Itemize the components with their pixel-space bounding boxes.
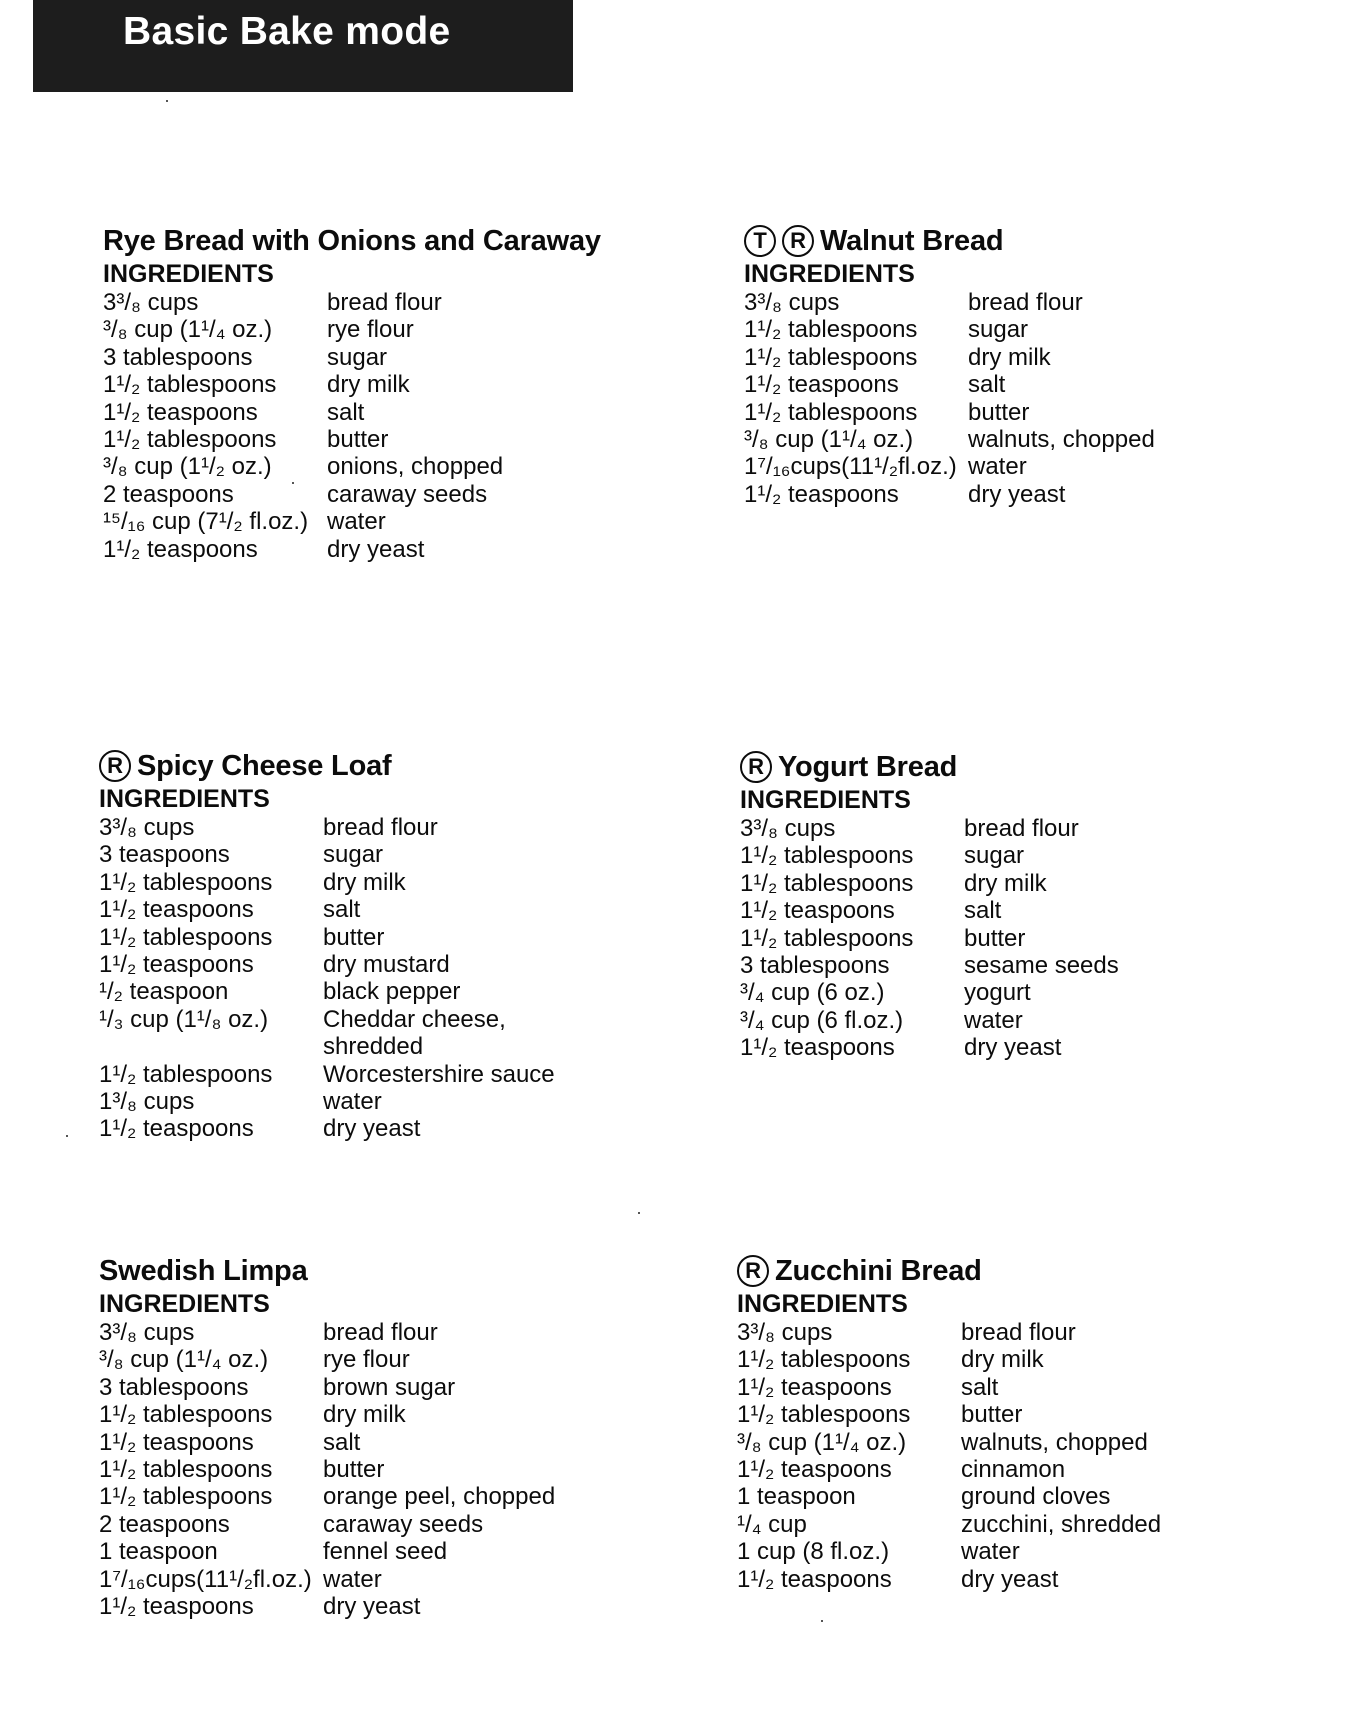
ingredient-quantity: ¹/₃ cup (1¹/₈ oz.) (99, 1005, 269, 1033)
ingredient-row (744, 344, 1304, 371)
ingredient-quantity: 1¹/₂ tablespoons (744, 398, 918, 426)
ingredient-row (103, 453, 663, 480)
ingredient-row (737, 1346, 1297, 1373)
ingredient-list (740, 815, 1300, 1062)
ingredient-row (737, 1401, 1297, 1428)
ingredient-row (99, 924, 659, 951)
ingredient-name: caraway seeds (327, 480, 488, 508)
ingredient-row (744, 399, 1304, 426)
ingredient-quantity: 3³/₈ cups (740, 815, 836, 842)
ingredient-row (737, 1483, 1297, 1510)
recipe-swedish-limpa (99, 1254, 659, 1620)
ingredient-name: water (323, 1565, 382, 1593)
ingredients-heading: INGREDIENTS (103, 260, 274, 288)
recipe-title (99, 1254, 659, 1288)
ingredient-list (744, 289, 1304, 508)
ingredient-row (103, 536, 663, 563)
ingredient-name: dry milk (327, 371, 410, 399)
ingredient-quantity: 3 teaspoons (99, 841, 230, 869)
ingredient-name: cinnamon (961, 1456, 1066, 1484)
recipe-title (740, 750, 1300, 784)
ingredient-name: salt (323, 1428, 361, 1456)
ingredient-row (99, 1374, 659, 1401)
rapid-badge-icon: R (99, 750, 131, 782)
ingredient-quantity: 1³/₈ cups (99, 1088, 195, 1116)
ingredient-row (99, 1088, 659, 1115)
ingredient-quantity: 1¹/₂ teaspoons (744, 480, 899, 508)
ingredient-row (737, 1456, 1297, 1483)
ingredient-name: salt (968, 371, 1006, 399)
ingredient-quantity: 1¹/₂ teaspoons (737, 1456, 892, 1484)
scan-speck (166, 100, 168, 102)
ingredient-name: dry yeast (961, 1565, 1059, 1593)
ingredient-row (740, 1034, 1300, 1061)
ingredient-quantity: 3³/₈ cups (744, 289, 840, 316)
recipe-walnut-bread (744, 224, 1304, 508)
ingredient-quantity: 3 tablespoons (740, 952, 890, 980)
ingredient-row (99, 1401, 659, 1428)
ingredient-quantity: 1¹/₂ teaspoons (103, 535, 258, 563)
ingredient-quantity: 1¹/₂ teaspoons (740, 1034, 895, 1062)
ingredient-quantity: 1¹/₂ teaspoons (740, 897, 895, 925)
ingredient-name: rye flour (323, 1346, 410, 1374)
ingredient-quantity: 3³/₈ cups (103, 289, 199, 316)
ingredient-row (744, 289, 1304, 316)
ingredient-quantity: 1 teaspoon (99, 1538, 218, 1566)
ingredient-quantity: 1¹/₂ tablespoons (99, 1483, 273, 1511)
ingredient-row (744, 453, 1304, 480)
ingredient-quantity: 1¹/₂ tablespoons (99, 1401, 273, 1429)
ingredient-quantity: 1¹/₂ tablespoons (740, 924, 914, 952)
recipe-title-text: Yogurt Bread (778, 751, 958, 783)
ingredient-quantity: ³/₈ cup (1¹/₄ oz.) (744, 426, 914, 454)
ingredient-quantity: 1¹/₂ tablespoons (103, 426, 277, 454)
ingredients-heading: INGREDIENTS (740, 786, 911, 814)
ingredient-row (103, 426, 663, 453)
ingredient-name: sugar (968, 316, 1029, 344)
ingredient-name: dry yeast (323, 1115, 421, 1143)
ingredient-name: dry yeast (964, 1034, 1062, 1062)
ingredient-quantity: 1¹/₂ teaspoons (99, 896, 254, 924)
ingredient-name: sugar (964, 842, 1025, 870)
scan-speck (821, 1620, 823, 1622)
ingredient-name: salt (323, 896, 361, 924)
ingredient-name: fennel seed (323, 1538, 448, 1566)
ingredient-quantity: 1¹/₂ teaspoons (744, 371, 899, 399)
ingredient-quantity: 1¹/₂ tablespoons (737, 1346, 911, 1374)
ingredient-quantity: 1¹/₂ tablespoons (99, 923, 273, 951)
ingredient-row (740, 925, 1300, 952)
ingredient-quantity: ³/₈ cup (1¹/₄ oz.) (99, 1346, 269, 1374)
ingredient-row (744, 426, 1304, 453)
ingredient-name: dry yeast (968, 480, 1066, 508)
ingredient-quantity: 1¹/₂ teaspoons (737, 1373, 892, 1401)
ingredient-list (737, 1319, 1297, 1593)
ingredient-row (99, 1538, 659, 1565)
ingredient-quantity: 1¹/₂ teaspoons (99, 1115, 254, 1143)
ingredient-row (99, 896, 659, 923)
ingredient-row (103, 316, 663, 343)
ingredient-quantity: 1¹/₂ tablespoons (103, 371, 277, 399)
ingredient-quantity: 1¹/₂ tablespoons (744, 316, 918, 344)
ingredient-row (737, 1538, 1297, 1565)
ingredient-row (740, 897, 1300, 924)
ingredients-heading: INGREDIENTS (99, 785, 270, 813)
ingredient-name: butter (327, 426, 389, 454)
section-banner (33, 0, 573, 92)
ingredient-quantity: ¹/₄ cup (737, 1510, 807, 1538)
ingredient-quantity: 3 tablespoons (99, 1373, 249, 1401)
ingredient-row (740, 842, 1300, 869)
scan-speck (292, 482, 294, 484)
ingredient-name: water (323, 1088, 382, 1116)
ingredient-name: orange peel, chopped (323, 1483, 556, 1511)
ingredient-name: water (964, 1006, 1023, 1034)
ingredient-name: rye flour (327, 316, 414, 344)
ingredient-list (103, 289, 663, 563)
ingredient-quantity: 1¹/₂ teaspoons (99, 951, 254, 979)
recipe-rye-bread (103, 224, 663, 563)
ingredient-name: butter (323, 1456, 385, 1484)
ingredient-row (99, 1006, 659, 1061)
scan-speck (638, 1212, 640, 1214)
recipe-title-text: Spicy Cheese Loaf (137, 750, 392, 782)
ingredient-quantity: 1¹/₂ tablespoons (99, 1456, 273, 1484)
ingredient-row (103, 344, 663, 371)
ingredient-row (737, 1319, 1297, 1346)
ingredient-quantity: 3³/₈ cups (737, 1319, 833, 1346)
ingredient-row (99, 1483, 659, 1510)
recipe-yogurt-bread (740, 750, 1300, 1062)
ingredient-row (740, 952, 1300, 979)
ingredient-name: butter (961, 1401, 1023, 1429)
ingredient-row (740, 979, 1300, 1006)
rapid-badge-icon: R (782, 225, 814, 257)
ingredient-row (99, 1593, 659, 1620)
ingredient-name: dry milk (964, 869, 1047, 897)
ingredient-quantity: 1⁷/₁₆cups(11¹/₂fl.oz.) (744, 453, 957, 481)
ingredient-name: brown sugar (323, 1373, 456, 1401)
ingredient-quantity: 3³/₈ cups (99, 1319, 195, 1346)
ingredient-name: Worcestershire sauce (323, 1060, 555, 1088)
ingredient-row (99, 1456, 659, 1483)
ingredient-quantity: 1¹/₂ tablespoons (744, 343, 918, 371)
ingredient-name: caraway seeds (323, 1510, 484, 1538)
recipe-title-text: Zucchini Bread (775, 1255, 982, 1287)
ingredient-name: bread flour (323, 814, 438, 841)
ingredient-name: dry yeast (327, 535, 425, 563)
ingredient-quantity: 1 teaspoon (737, 1483, 856, 1511)
ingredient-quantity: 2 teaspoons (99, 1510, 230, 1538)
ingredients-heading: INGREDIENTS (737, 1290, 908, 1318)
ingredient-quantity: 1¹/₂ teaspoons (103, 398, 258, 426)
ingredient-name: butter (323, 923, 385, 951)
ingredient-quantity: ¹⁵/₁₆ cup (7¹/₂ fl.oz.) (103, 508, 309, 536)
ingredient-row (99, 1346, 659, 1373)
ingredient-quantity: ³/₈ cup (1¹/₄ oz.) (103, 316, 273, 344)
recipe-title-text: Rye Bread with Onions and Caraway (103, 225, 601, 257)
ingredient-row (740, 1007, 1300, 1034)
ingredient-row (99, 1061, 659, 1088)
ingredient-name: salt (961, 1373, 999, 1401)
ingredient-name: water (961, 1538, 1020, 1566)
ingredient-row (99, 814, 659, 841)
ingredient-name: bread flour (961, 1319, 1076, 1346)
ingredient-quantity: 1 cup (8 fl.oz.) (737, 1538, 890, 1566)
ingredient-row (740, 815, 1300, 842)
ingredient-row (99, 1566, 659, 1593)
ingredient-name: dry milk (323, 868, 406, 896)
ingredient-name: black pepper (323, 978, 461, 1006)
ingredient-name: yogurt (964, 979, 1031, 1007)
ingredient-name: dry milk (323, 1401, 406, 1429)
ingredient-row (737, 1566, 1297, 1593)
ingredient-name: sugar (327, 343, 388, 371)
ingredient-name: water (327, 508, 386, 536)
ingredients-heading: INGREDIENTS (744, 260, 915, 288)
ingredient-row (737, 1511, 1297, 1538)
ingredient-name: butter (964, 924, 1026, 952)
ingredient-quantity: 1¹/₂ tablespoons (99, 1060, 273, 1088)
ingredient-row (99, 1115, 659, 1142)
ingredient-name: walnuts, chopped (968, 426, 1155, 454)
ingredient-name: bread flour (327, 289, 442, 316)
ingredient-name: Cheddar cheese, shredded (323, 1005, 506, 1061)
ingredient-quantity: 1⁷/₁₆cups(11¹/₂fl.oz.) (99, 1565, 312, 1593)
ingredient-list (99, 814, 659, 1143)
ingredient-row (99, 1511, 659, 1538)
ingredient-row (103, 508, 663, 535)
ingredients-heading: INGREDIENTS (99, 1290, 270, 1318)
recipe-title-text: Swedish Limpa (99, 1255, 308, 1287)
recipe-title (737, 1254, 1297, 1288)
ingredient-name: sugar (323, 841, 384, 869)
ingredient-quantity: 1¹/₂ teaspoons (99, 1593, 254, 1621)
ingredient-row (737, 1429, 1297, 1456)
ingredient-name: sesame seeds (964, 952, 1119, 980)
ingredient-row (740, 870, 1300, 897)
page-title: Basic Bake mode (123, 10, 451, 53)
ingredient-name: dry mustard (323, 951, 450, 979)
ingredient-quantity: ¹/₂ teaspoon (99, 978, 229, 1006)
scan-speck (66, 1135, 68, 1137)
ingredient-name: walnuts, chopped (961, 1428, 1148, 1456)
ingredient-name: dry yeast (323, 1593, 421, 1621)
ingredient-list (99, 1319, 659, 1620)
ingredient-row (744, 316, 1304, 343)
ingredient-row (99, 841, 659, 868)
rapid-badge-icon: R (737, 1255, 769, 1287)
ingredient-name: dry milk (961, 1346, 1044, 1374)
ingredient-quantity: 1¹/₂ tablespoons (99, 868, 273, 896)
ingredient-row (103, 481, 663, 508)
ingredient-row (744, 371, 1304, 398)
ingredient-name: butter (968, 398, 1030, 426)
ingredient-row (737, 1374, 1297, 1401)
ingredient-name: onions, chopped (327, 453, 504, 481)
ingredient-name: salt (964, 897, 1002, 925)
ingredient-quantity: 1¹/₂ tablespoons (740, 842, 914, 870)
ingredient-row (103, 289, 663, 316)
rapid-badge-icon: R (740, 751, 772, 783)
ingredient-quantity: 1¹/₂ teaspoons (99, 1428, 254, 1456)
ingredient-quantity: ³/₄ cup (6 fl.oz.) (740, 1006, 904, 1034)
ingredient-name: salt (327, 398, 365, 426)
ingredient-quantity: ³/₈ cup (1¹/₄ oz.) (737, 1428, 907, 1456)
ingredient-name: bread flour (968, 289, 1083, 316)
ingredient-row (99, 1319, 659, 1346)
recipe-spicy-cheese-loaf (99, 749, 659, 1143)
ingredient-quantity: 2 teaspoons (103, 480, 234, 508)
timer-badge-icon: T (744, 225, 776, 257)
recipe-title (99, 749, 659, 783)
ingredient-quantity: 3³/₈ cups (99, 814, 195, 841)
ingredient-row (103, 371, 663, 398)
ingredient-name: zucchini, shredded (961, 1510, 1162, 1538)
ingredient-quantity: 1¹/₂ tablespoons (740, 869, 914, 897)
ingredient-row (744, 481, 1304, 508)
ingredient-row (99, 1429, 659, 1456)
ingredient-name: bread flour (964, 815, 1079, 842)
ingredient-quantity: 3 tablespoons (103, 343, 253, 371)
ingredient-row (99, 869, 659, 896)
ingredient-row (99, 978, 659, 1005)
ingredient-quantity: ³/₈ cup (1¹/₂ oz.) (103, 453, 272, 481)
ingredient-row (103, 399, 663, 426)
ingredient-quantity: 1¹/₂ tablespoons (737, 1401, 911, 1429)
recipe-title (103, 224, 663, 258)
ingredient-name: water (968, 453, 1027, 481)
recipe-title (744, 224, 1304, 258)
ingredient-quantity: ³/₄ cup (6 oz.) (740, 979, 885, 1007)
ingredient-name: ground cloves (961, 1483, 1111, 1511)
recipe-zucchini-bread (737, 1254, 1297, 1593)
ingredient-quantity: 1¹/₂ teaspoons (737, 1565, 892, 1593)
recipe-title-text: Walnut Bread (820, 225, 1004, 257)
ingredient-name: bread flour (323, 1319, 438, 1346)
ingredient-name: dry milk (968, 343, 1051, 371)
ingredient-row (99, 951, 659, 978)
